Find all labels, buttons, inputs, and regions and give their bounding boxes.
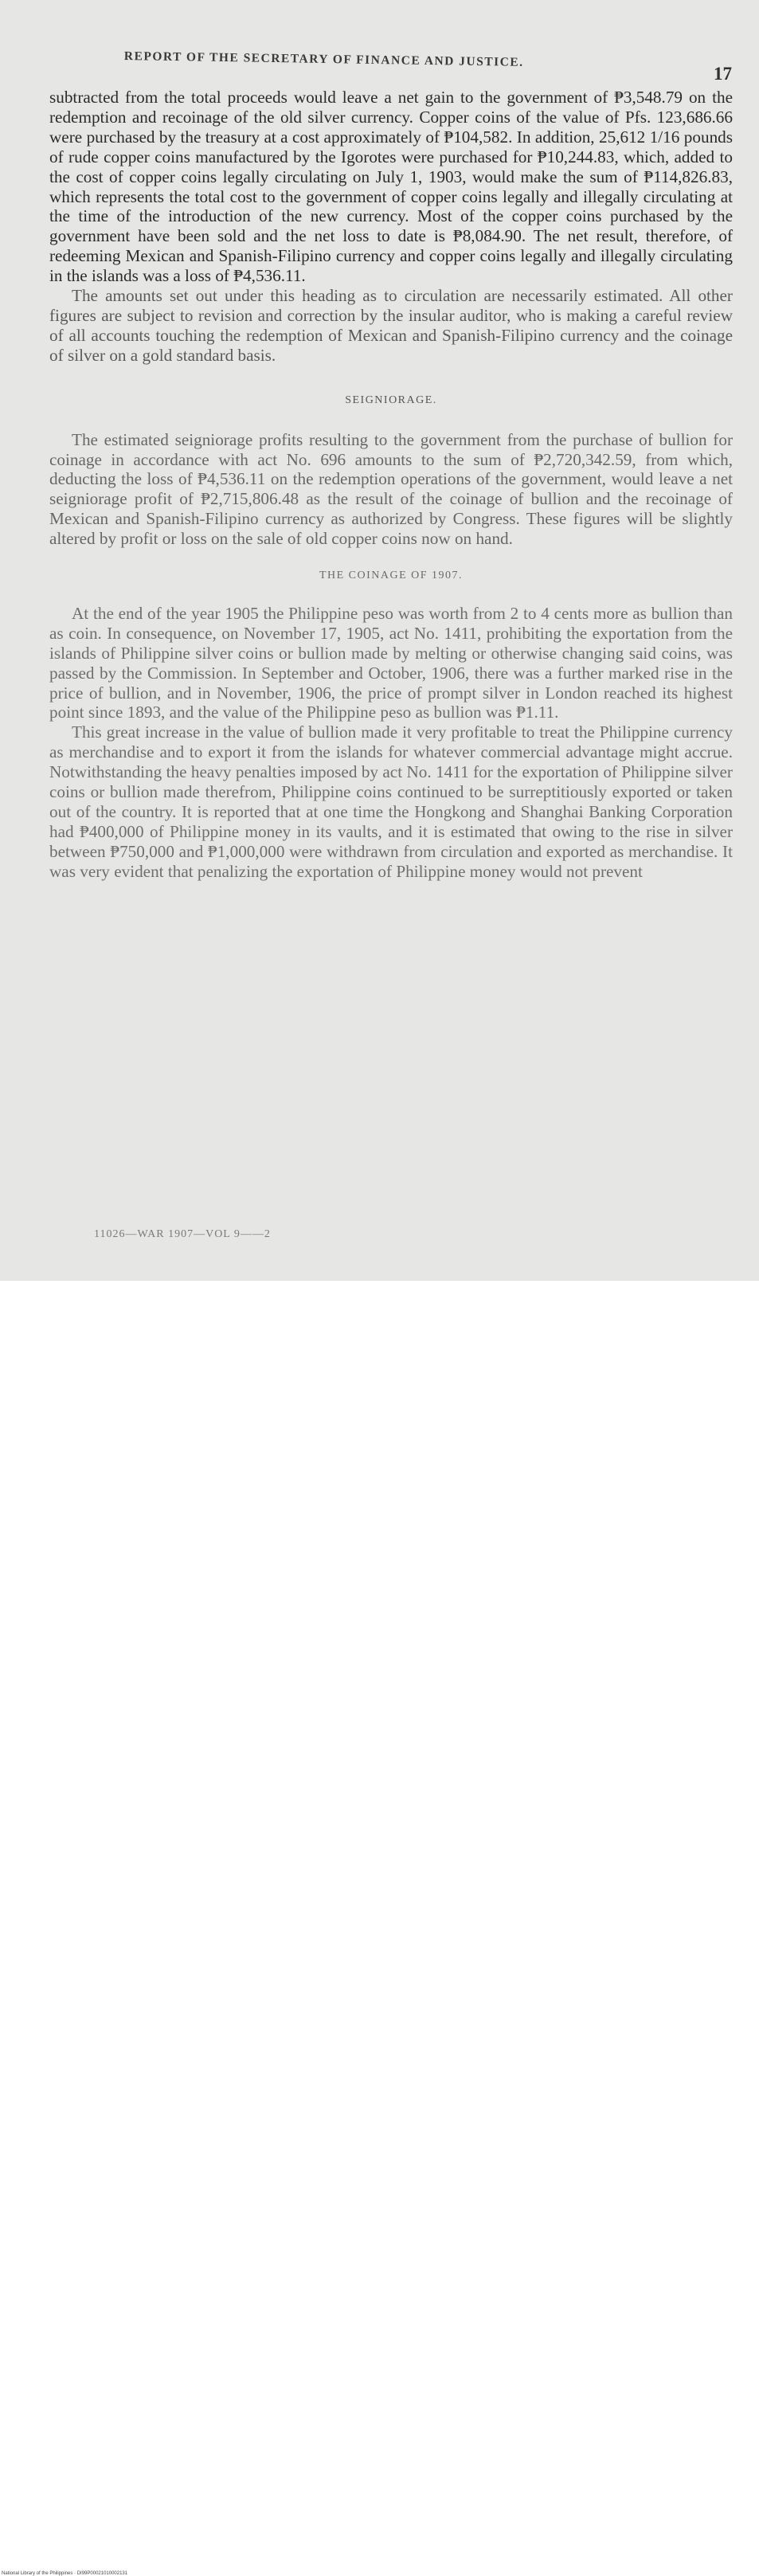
- paragraph-estimates-note: The amounts set out under this heading as to circulation are necessarily estimated. All other figures are subject to revision and correction by the insular auditor, who is making a careful review of all accounts touching the redemption of Mexican and Spanish-Filipino currency and the coinage of silver on a gold standard basis.: [49, 286, 733, 365]
- page-number: 17: [714, 64, 732, 84]
- scanned-page: [0, 0, 759, 1281]
- archive-footer-strip: [0, 1281, 759, 2576]
- paragraph-export-of-currency: This great increase in the value of bullion made it very profitable to treat the Philippine currency as merchandise and to export it from the islands for whatever commercial advantage might accrue. Notwithstanding the heavy penalties imposed by act No. 1411 for the exportation of Philippine silver coins or bullion made therefrom, Philippine coins continued to be surreptitiously exported or taken out of the country. It is reported that at one time the Hongkong and Shanghai Banking Corporation had ₱400,000 of Philippine money in its vaults, and it is estimated that owing to the rise in silver between ₱750,000 and ₱1,000,000 were withdrawn from circulation and exported as merchandise. It was very evident that penalizing the exportation of Philippine money would not prevent: [49, 722, 733, 881]
- running-head: REPORT OF THE SECRETARY OF FINANCE AND JUSTICE.: [123, 49, 524, 69]
- section-heading-coinage-1907: THE COINAGE OF 1907.: [319, 570, 464, 582]
- section-heading-seigniorage: SEIGNIORAGE.: [345, 393, 437, 406]
- printer-signature-line: 11026—WAR 1907—VOL 9——2: [94, 1228, 271, 1240]
- archive-credit: National Library of the Philippines · DI99P00021010002131: [2, 2571, 128, 2576]
- paragraph-peso-bullion: At the end of the year 1905 the Philippine peso was worth from 2 to 4 cents more as bullion than as coin. In consequence, on November 17, 1905, act No. 1411, prohibiting the exportation from the islands of Philippine silver coins or bullion made by melting or otherwise changing said coins, was passed by the Commission. In September and October, 1906, there was a further marked rise in the price of bullion, and in November, 1906, the price of prompt silver in London reached its highest point since 1893, and the value of the Philippine peso as bullion was ₱1.11.: [49, 603, 733, 722]
- paragraph-seigniorage: The estimated seigniorage profits resulting to the government from the purchase of bullion for coinage in accordance with act No. 696 amounts to the sum of ₱2,720,342.59, from which, deducting the loss of ₱4,536.11 on the redemption operations of the government, would leave a net seigniorage profit of ₱2,715,806.48 as the result of the coinage of bullion and the recoinage of Mexican and Spanish-Filipino currency as authorized by Congress. These figures will be slightly altered by profit or loss on the sale of old copper coins now on hand.: [49, 429, 733, 549]
- page-body: [49, 88, 733, 882]
- paragraph-redemption-results: subtracted from the total proceeds would leave a net gain to the government of ₱3,548.79 on the redemption and recoinage of the old silver currency. Copper coins of the value of Pfs. 123,686.66 were purchased by the treasury at a cost approximately of ₱104,582. In addition, 25,612 1/16 pounds of rude copper coins manufactured by the Igorotes were purchased for ₱10,244.83, which, added to the cost of copper coins legally circulating on July 1, 1903, would make the sum of ₱114,826.83, which represents the total cost to the government of copper coins legally and illegally circulating at the time of the introduction of the new currency. Most of the copper coins purchased by the government have been sold and the net loss to date is ₱8,084.90. The net result, therefore, of redeeming Mexican and Spanish-Filipino currency and copper coins legally and illegally circulating in the islands was a loss of ₱4,536.11.: [49, 88, 733, 286]
